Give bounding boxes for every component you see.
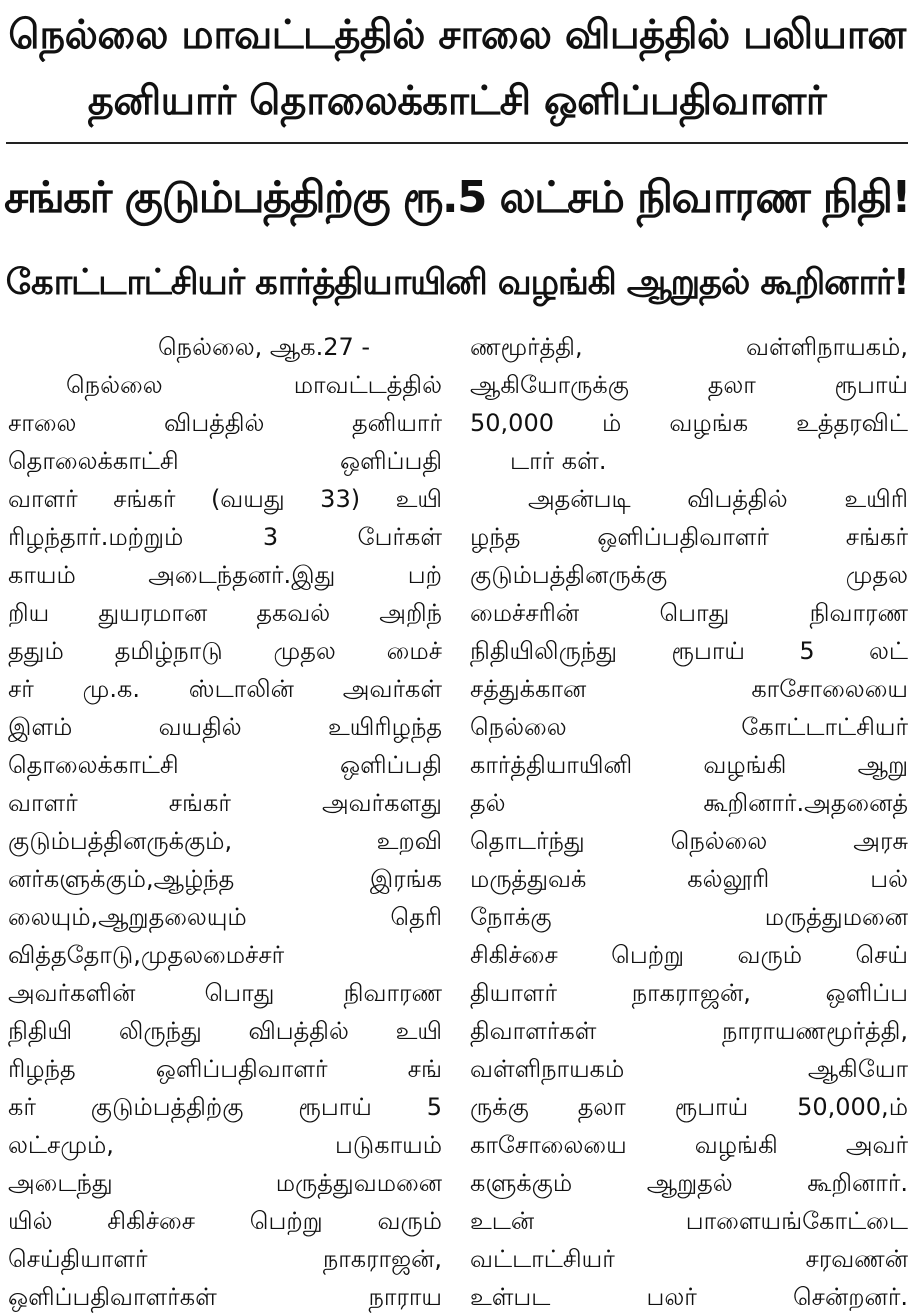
body-line: தியாளர் நாகராஜன், ஒளிப்ப <box>470 979 908 1007</box>
body-line: டார் கள். <box>510 447 607 475</box>
body-line: களுக்கும் ஆறுதல் கூறினார். <box>470 1169 908 1197</box>
body-line: னர்களுக்கும்,ஆழ்ந்த இரங்க <box>8 865 442 893</box>
headline-line-1: நெல்லை மாவட்டத்தில் சாலை விபத்தில் பலியான <box>8 12 906 58</box>
main-headline: சங்கர் குடும்பத்திற்கு ரூ.5 லட்சம் நிவாரண நிதி! <box>4 173 910 223</box>
body-line: சிகிச்சை பெற்று வரும் செய் <box>470 941 908 969</box>
body-line: மருத்துவக் கல்லூரி பல் <box>470 865 908 893</box>
body-line: இளம் வயதில் உயிரிழந்த <box>8 713 442 741</box>
body-line: ரிழந்தார்.மற்றும் 3 பேர்கள் <box>8 523 442 551</box>
body-line: வாளர் சங்கர் (வயது 33) உயி <box>8 485 442 513</box>
body-line: காயம் அடைந்தனர்.இது பற் <box>8 561 442 589</box>
body-line: சர் மு.க. ஸ்டாலின் அவர்கள் <box>8 675 442 703</box>
body-line: கார்த்தியாயினி வழங்கி ஆறு <box>470 751 908 779</box>
body-line: வட்டாட்சியர் சரவணன் <box>470 1245 908 1273</box>
body-line: ததும் தமிழ்நாடு முதல மைச் <box>8 637 442 665</box>
body-line: சாலை விபத்தில் தனியார் <box>8 409 442 437</box>
body-line: றிய துயரமான தகவல் அறிந் <box>8 599 442 627</box>
body-line: 50,000 ம் வழங்க உத்தரவிட் <box>470 409 908 437</box>
body-line: சத்துக்கான காசோலையை <box>470 675 908 703</box>
body-line: வாளர் சங்கர் அவர்களது <box>8 789 442 817</box>
body-line: ழந்த ஒளிப்பதிவாளர் சங்கர் <box>470 523 908 551</box>
body-line: லட்சமும், படுகாயம் <box>8 1131 442 1159</box>
dateline: நெல்லை, ஆக.27 - <box>158 333 371 361</box>
body-line: ரிழந்த ஒளிப்பதிவாளர் சங் <box>8 1055 442 1083</box>
body-line: நெல்லை கோட்டாட்சியர் <box>470 713 908 741</box>
article-right-column <box>470 328 908 1316</box>
subheadline: கோட்டாட்சியர் கார்த்தியாயினி வழங்கி ஆறுதல் கூறினார்! <box>5 262 909 303</box>
body-line: உள்பட பலர் சென்றனர். <box>470 1283 908 1311</box>
body-line: திவாளர்கள் நாராயணமூர்த்தி, <box>470 1017 908 1045</box>
body-line: ணமூர்த்தி, வள்ளிநாயகம், <box>470 333 908 361</box>
body-line: வள்ளிநாயகம் ஆகியோ <box>470 1055 908 1083</box>
body-line: அதன்படி விபத்தில் உயிரி <box>528 485 908 513</box>
body-line: தல் கூறினார்.அதனைத் <box>470 789 908 817</box>
headline-line-2: தனியார் தொலைக்காட்சி ஒளிப்பதிவாளர் <box>87 78 827 124</box>
body-line: தொலைக்காட்சி ஒளிப்பதி <box>8 447 442 475</box>
body-line: அடைந்து மருத்துவமனை <box>8 1169 442 1197</box>
headline-divider <box>6 142 908 144</box>
body-line: லையும்,ஆறுதலையும் தெரி <box>8 903 442 931</box>
body-line: குடும்பத்தினருக்கும், உறவி <box>8 827 442 855</box>
body-line: உடன் பாளையங்கோட்டை <box>470 1207 908 1235</box>
body-line: நோக்கு மருத்துமனை <box>470 903 908 931</box>
body-line: தொடர்ந்து நெல்லை அரசு <box>470 827 908 855</box>
body-line: நிதியிலிருந்து ரூபாய் 5 லட் <box>470 637 908 665</box>
body-line: வித்ததோடு,முதலமைச்சர் <box>8 941 285 969</box>
body-line: காசோலையை வழங்கி அவர் <box>470 1131 908 1159</box>
body-line: நிதியி லிருந்து விபத்தில் உயி <box>8 1017 442 1045</box>
body-line: ருக்கு தலா ரூபாய் 50,000,ம் <box>470 1093 908 1121</box>
body-line: நெல்லை மாவட்டத்தில் <box>66 371 442 399</box>
body-line: செய்தியாளர் நாகராஜன், <box>8 1245 442 1273</box>
body-line: யில் சிகிச்சை பெற்று வரும் <box>8 1207 442 1235</box>
body-line: ஒளிப்பதிவாளர்கள் நாராய <box>8 1283 442 1311</box>
body-line: அவர்களின் பொது நிவாரண <box>8 979 442 1007</box>
body-line: ஆகியோருக்கு தலா ரூபாய் <box>470 371 908 399</box>
body-line: மைச்சரின் பொது நிவாரண <box>470 599 908 627</box>
body-line: கர் குடும்பத்திற்கு ரூபாய் 5 <box>8 1093 442 1121</box>
body-line: குடும்பத்தினருக்கு முதல <box>470 561 908 589</box>
article-left-column <box>8 328 442 1316</box>
body-line: தொலைக்காட்சி ஒளிப்பதி <box>8 751 442 779</box>
